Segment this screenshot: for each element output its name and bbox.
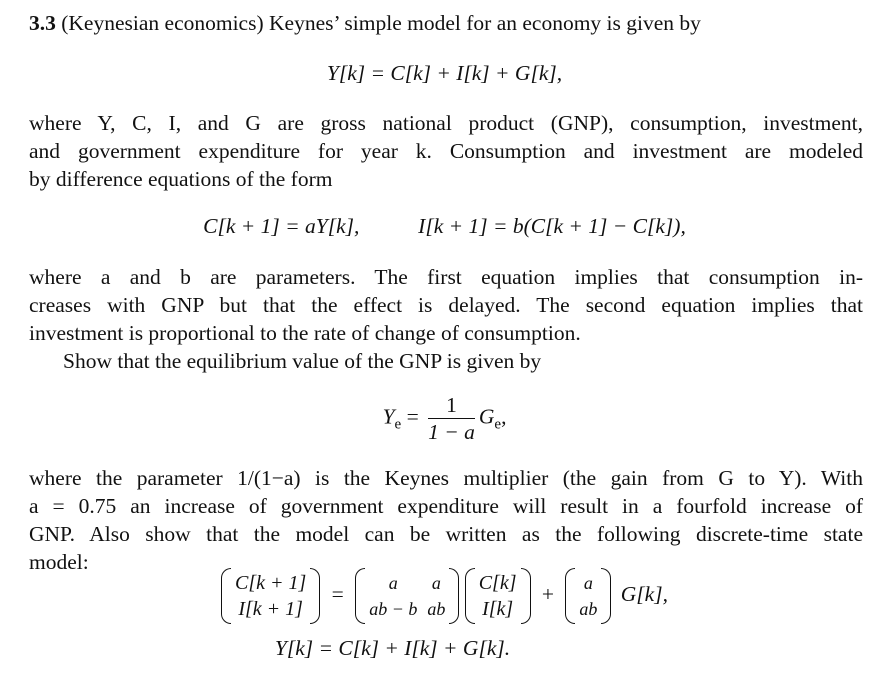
text-line: creases with GNP but that the effect is delayed. The second equation implies that <box>29 293 863 317</box>
equation-investment: I[k + 1] = b(C[k + 1] − C[k]), <box>418 214 686 238</box>
problem-topic: (Keynesian economics) <box>61 11 264 35</box>
paragraph-multiplier <box>29 464 863 576</box>
text-line: investment is proportional to the rate of change of consumption. <box>29 321 581 345</box>
keynes-multiplier-fraction: $\frac{1}{1 - a}$ <box>428 393 475 444</box>
text-line: where a and b are parameters. The first equation implies that consumption in- <box>29 265 863 289</box>
equation-output: Y[k] = C[k] + I[k] + G[k]. <box>274 636 511 660</box>
system-matrix: a a ab − b ab <box>355 570 459 622</box>
text-line: Show that the equilibrium value of the GNP is given by <box>63 349 542 373</box>
text-line: where Y, C, I, and G are gross national product (GNP), consumption, investment, <box>29 111 863 135</box>
paragraph-interpretation <box>29 263 863 375</box>
input-vector: a ab <box>565 570 611 622</box>
problem-intro: Keynes’ simple model for an economy is given by <box>269 11 701 35</box>
paragraph-definitions <box>29 109 863 193</box>
text-line: a = 0.75 an increase of government expenditure will result in a fourfold increase of <box>29 494 863 518</box>
text-line: and government expenditure for year k. Consumption and investment are modeled <box>29 139 863 163</box>
state-vector: C[k] I[k] <box>465 570 531 622</box>
problem-number: 3.3 <box>29 11 56 35</box>
text-line: by difference equations of the form <box>29 167 333 191</box>
equation-consumption: C[k + 1] = aY[k], <box>203 214 360 238</box>
equation-difference-pair <box>0 212 889 240</box>
equation-gnp-identity: Y[k] = C[k] + I[k] + G[k], <box>326 61 563 85</box>
problem-statement-intro <box>29 9 863 37</box>
next-state-vector: C[k + 1] I[k + 1] <box>221 570 320 622</box>
text-line: model: <box>29 550 89 574</box>
equation-equilibrium-gnp: $Y_e$ = $\frac{1}{1 - a}$ $G_e$, <box>382 393 507 444</box>
equation-state-model: C[k + 1] I[k + 1] = a a ab − b ab C[k] I[k] + a ab G[k], <box>0 570 889 622</box>
text-line: where the parameter 1/(1−a) is the Keynes multiplier (the gain from G to Y). With <box>29 466 863 490</box>
text-line: GNP. Also show that the model can be written as the following discrete-time state <box>29 522 863 546</box>
